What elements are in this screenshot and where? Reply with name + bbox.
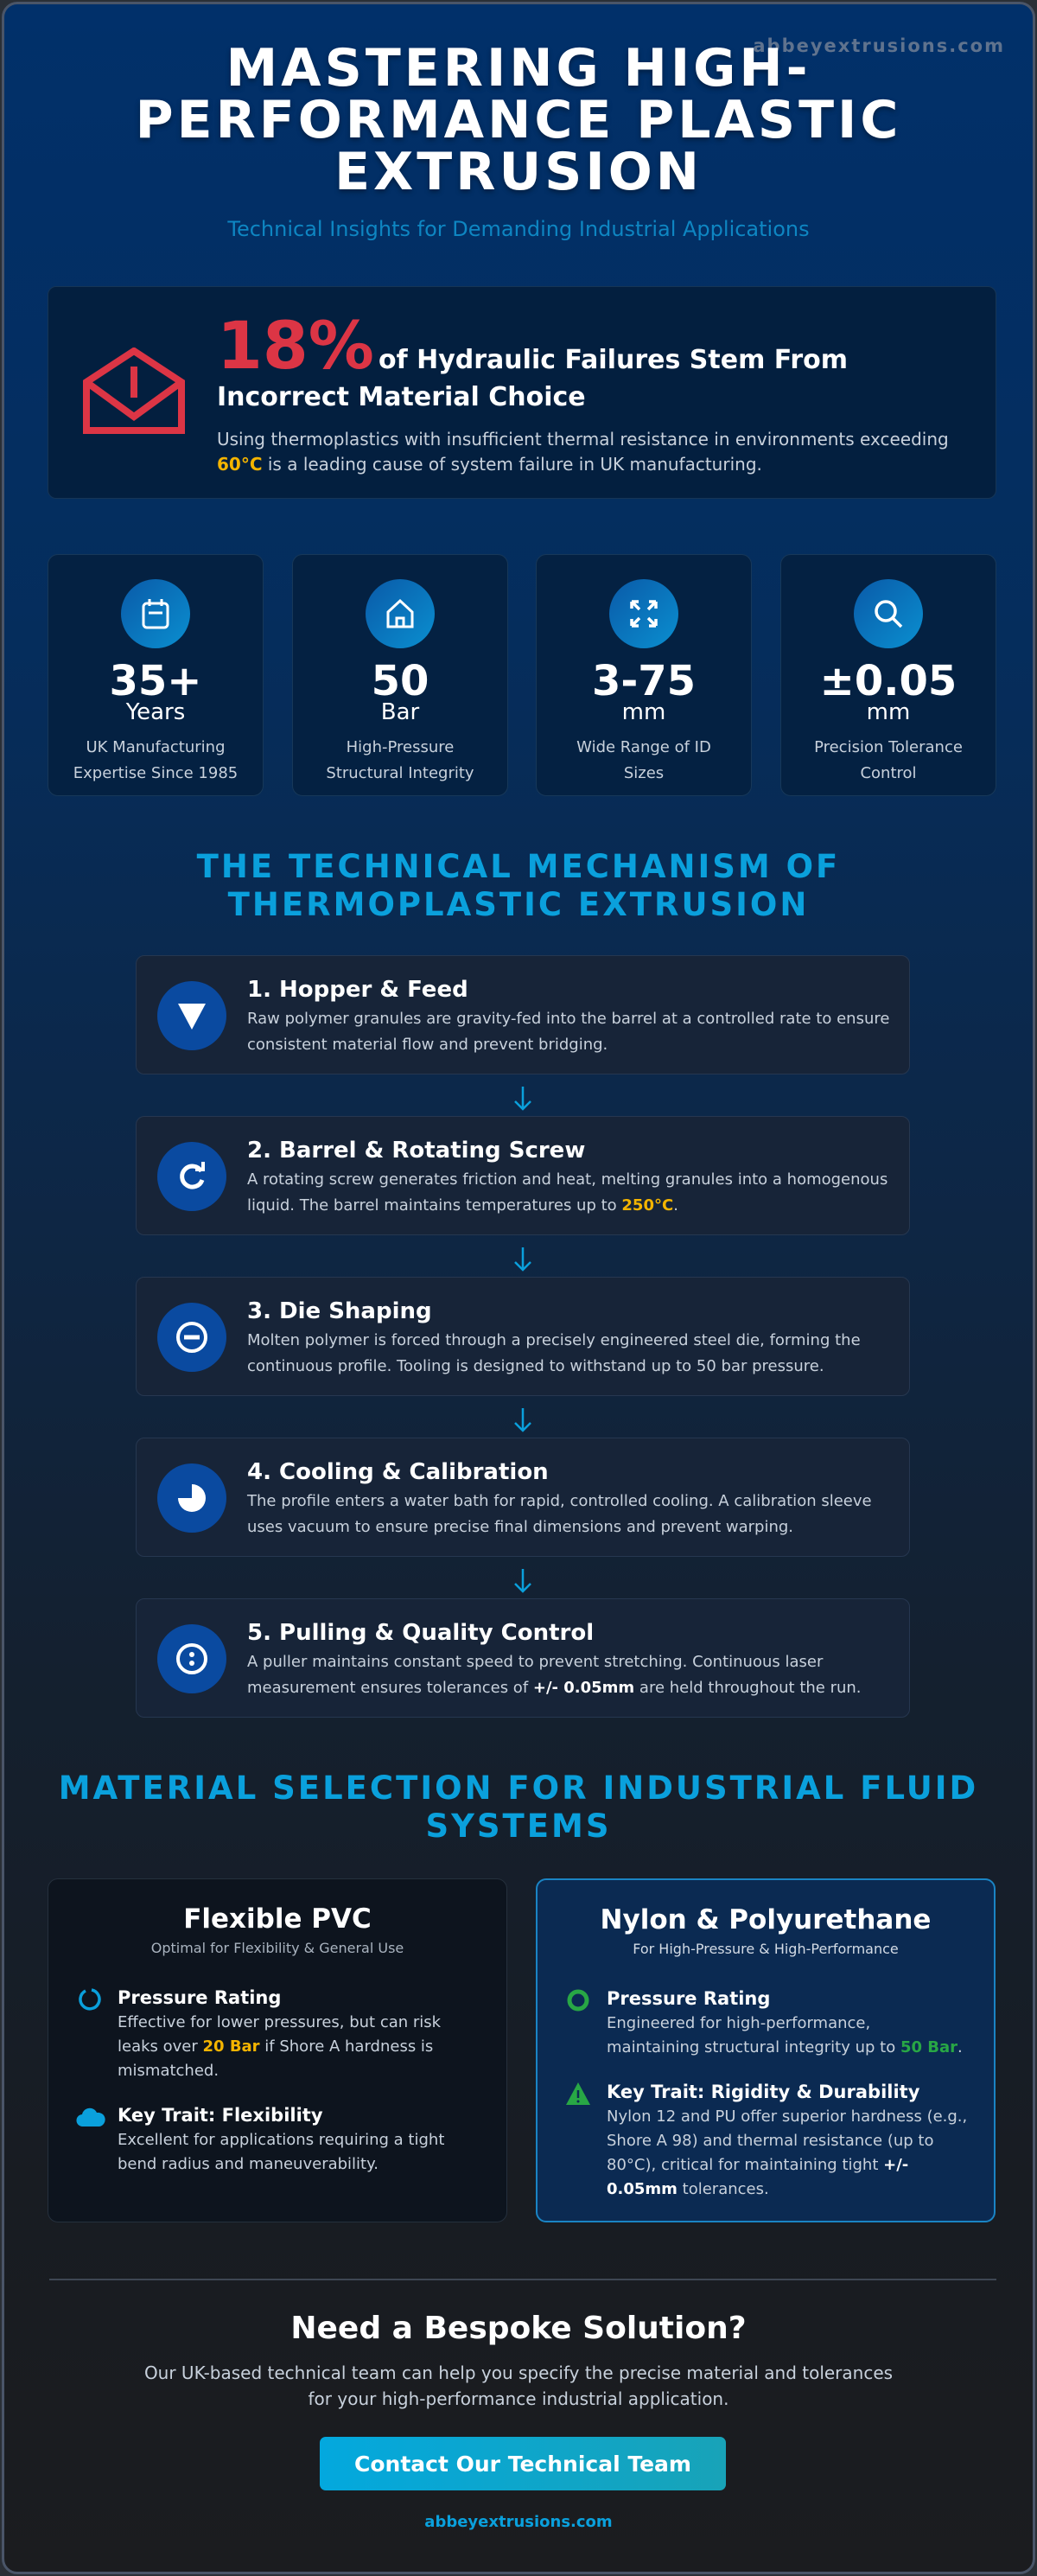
watermark: abbeyextrusions.com (753, 35, 1005, 56)
search-icon (854, 579, 923, 648)
step-desc: The profile enters a water bath for rapid, controlled cooling. A calibration sleeve uses vacuum to ensure precise final dimensions and prevent warping. (247, 1492, 872, 1536)
circle-dots-icon (157, 1624, 226, 1693)
stat-number: 3-75 (591, 657, 697, 705)
cloud-icon (76, 2104, 105, 2130)
funnel-triangle-icon (157, 981, 226, 1050)
process-step (136, 1438, 910, 1557)
contact-team-button[interactable]: Contact Our Technical Team (320, 2437, 726, 2490)
step-title: 3. Die Shaping (247, 1298, 432, 1324)
stat-number: ±0.05 (819, 657, 957, 705)
step-desc: A rotating screw generates friction and heat, melting granules into a homogenous liquid. The barrel maintains temperatures up to 250°C. (247, 1170, 888, 1215)
ring-icon (565, 1987, 591, 2013)
envelope-warning-icon (81, 348, 187, 434)
failure-percent: 18% (217, 307, 374, 384)
website-link[interactable]: abbeyextrusions.com (424, 2513, 613, 2531)
stat-desc: Precision Tolerance Control (814, 738, 963, 782)
material-card-nylon (536, 1878, 996, 2222)
stat-card-years (48, 554, 264, 796)
warning-triangle-icon (565, 2081, 591, 2107)
material-name: Nylon & Polyurethane (600, 1904, 932, 1935)
stat-number: 35+ (109, 657, 202, 705)
minus-circle-icon (157, 1303, 226, 1372)
calendar-icon (121, 579, 190, 648)
stat-desc: UK Manufacturing Expertise Since 1985 (73, 738, 239, 782)
arrow-down-icon (512, 1085, 533, 1113)
step-title: 4. Cooling & Calibration (247, 1459, 549, 1485)
stat-number: 50 (371, 657, 429, 705)
home-icon (366, 579, 435, 648)
process-step (136, 1116, 910, 1235)
step-desc: Raw polymer granules are gravity-fed into the barrel at a controlled rate to ensure consistent material flow and prevent bridging. (247, 1010, 890, 1054)
alert-body: Using thermoplastics with insufficient thermal resistance in environments exceeding 60°C is a leading cause of system failure in UK manufacturing. (217, 429, 949, 475)
process-step (136, 1598, 910, 1718)
pie-chart-icon (157, 1463, 226, 1533)
alert-heading: of Hydraulic Failures Stem From Incorrect Material Choice (217, 345, 849, 412)
feature-flexibility: Key Trait: Flexibility Excellent for applications requiring a tight bend radius and maneuverability. (118, 2102, 480, 2177)
arrow-down-icon (512, 1406, 533, 1434)
spinner-icon (76, 1986, 102, 2012)
stat-card-tolerance (780, 554, 996, 796)
material-card-pvc (48, 1878, 507, 2222)
stat-card-sizes (536, 554, 752, 796)
stat-unit: Bar (380, 699, 420, 725)
page-title: MASTERING HIGH-PERFORMANCE PLASTIC EXTRUSION (135, 38, 902, 202)
infographic (2, 2, 1035, 2574)
failure-alert-card (48, 286, 996, 499)
stat-desc: High-Pressure Structural Integrity (326, 738, 474, 782)
feature-rigidity: Key Trait: Rigidity & Durability Nylon 12 and PU offer superior hardness (e.g., Shore A 98) and thermal resistance (up to 80°C), critical for maintaining tight +/- 0.05mm tolerances. (607, 2079, 968, 2202)
cta-heading: Need a Bespoke Solution? (290, 2311, 747, 2346)
process-step (136, 955, 910, 1074)
materials-heading: MATERIAL SELECTION FOR INDUSTRIAL FLUID SYSTEMS (58, 1769, 979, 1845)
process-step (136, 1277, 910, 1396)
page-subtitle: Technical Insights for Demanding Industrial Applications (227, 217, 810, 241)
material-subtitle: Optimal for Flexibility & General Use (150, 1940, 404, 1956)
divider (49, 2279, 996, 2280)
stat-desc: Wide Range of ID Sizes (576, 738, 711, 782)
expand-icon (609, 579, 678, 648)
mechanism-heading: THE TECHNICAL MECHANISM OF THERMOPLASTIC EXTRUSION (196, 848, 841, 923)
material-name: Flexible PVC (183, 1903, 372, 1935)
step-desc: Molten polymer is forced through a precisely engineered steel die, forming the continuous profile. Tooling is designed to withstand up to 50 bar pressure. (247, 1331, 861, 1375)
arrow-down-icon (512, 1567, 533, 1595)
step-desc: A puller maintains constant speed to prevent stretching. Continuous laser measurement ensures tolerances of +/- 0.05mm are held throughout the run. (247, 1653, 862, 1697)
feature-pressure: Pressure Rating Engineered for high-performance, maintaining structural integrity up to 50 Bar. (607, 1986, 968, 2060)
cta-body: Our UK-based technical team can help you specify the precise material and tolerances for your high-performance industrial application. (143, 2362, 894, 2409)
feature-pressure: Pressure Rating Effective for lower pressures, but can risk leaks over 20 Bar if Shore A hardness is mismatched. (118, 1985, 480, 2083)
stat-unit: Years (125, 699, 186, 725)
material-subtitle: For High-Pressure & High-Performance (633, 1941, 899, 1957)
rotate-icon (157, 1142, 226, 1211)
stat-card-pressure (292, 554, 508, 796)
stat-unit: mm (621, 699, 666, 725)
arrow-down-icon (512, 1246, 533, 1273)
stat-unit: mm (866, 699, 911, 725)
step-title: 1. Hopper & Feed (247, 977, 468, 1003)
step-title: 2. Barrel & Rotating Screw (247, 1138, 586, 1164)
step-title: 5. Pulling & Quality Control (247, 1620, 595, 1646)
